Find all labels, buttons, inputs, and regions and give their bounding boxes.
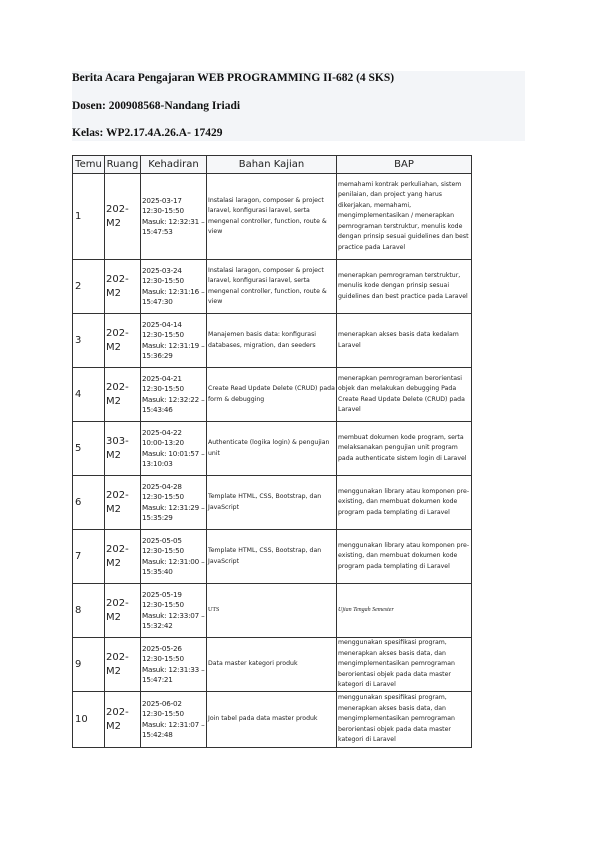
- header-ruang: Ruang: [105, 156, 141, 174]
- cell-ruang: 202-M2: [105, 260, 141, 314]
- cell-bahan-kajian: Authenticate (logika login) & pengujian unit: [207, 422, 337, 476]
- header-kehadiran: Kehadiran: [141, 156, 207, 174]
- course-title: Berita Acara Pengajaran WEB PROGRAMMING II-682 (4 SKS): [72, 72, 395, 84]
- cell-temu: 9: [73, 638, 105, 692]
- header-bahan-kajian: Bahan Kajian: [207, 156, 337, 174]
- teaching-log-table: [72, 155, 472, 748]
- table-row: [73, 530, 472, 584]
- cell-ruang: 202-M2: [105, 476, 141, 530]
- cell-bahan-kajian: Template HTML, CSS, Bootstrap, dan JavaScript: [207, 476, 337, 530]
- cell-kehadiran: 2025-06-02 12:30-15:50 Masuk: 12:31:07 –15:42:48: [141, 692, 207, 748]
- cell-kehadiran: 2025-03-17 12:30-15:50 Masuk: 12:32:31 –15:47:53: [141, 174, 207, 260]
- cell-temu: 5: [73, 422, 105, 476]
- cell-bahan-kajian: Data master kategori produk: [207, 638, 337, 692]
- cell-bap: menggunakan spesifikasi program, menerapkan akses basis data, dan mengimplementasikan pemrograman berorientasi objek pada data master kategori di Laravel: [337, 638, 472, 692]
- table-row: [73, 422, 472, 476]
- cell-bap: Ujian Tengah Semester: [337, 584, 472, 638]
- table-row: [73, 584, 472, 638]
- cell-bap: menerapkan akses basis data kedalam Laravel: [337, 314, 472, 368]
- table-row: [73, 476, 472, 530]
- table-row: [73, 692, 472, 748]
- cell-ruang: 202-M2: [105, 530, 141, 584]
- cell-bahan-kajian: Manajemen basis data: konfigurasi databases, migration, dan seeders: [207, 314, 337, 368]
- cell-bap: menggunakan spesifikasi program, menerapkan akses basis data, dan mengimplementasikan pemrograman berorientasi objek pada data master kategori di Laravel: [337, 692, 472, 748]
- cell-bahan-kajian: Join tabel pada data master produk: [207, 692, 337, 748]
- cell-bahan-kajian: Create Read Update Delete (CRUD) pada form & debugging: [207, 368, 337, 422]
- cell-ruang: 202-M2: [105, 368, 141, 422]
- cell-temu: 10: [73, 692, 105, 748]
- cell-bap: menerapkan pemrograman terstruktur, menulis kode dengan prinsip sesuai guidelines dan best practice pada Laravel: [337, 260, 472, 314]
- cell-bahan-kajian: UTS: [207, 584, 337, 638]
- cell-ruang: 202-M2: [105, 174, 141, 260]
- cell-bap: memahami kontrak perkuliahan, sistem penilaian, dan project yang harus dikerjakan, memahami, mengimplementasikan / menerapkan pemrograman terstruktur, menulis kode dengan prinsip sesuai guidelines dan best practice pada Laravel: [337, 174, 472, 260]
- cell-kehadiran: 2025-05-05 12:30-15:50 Masuk: 12:31:00 –15:35:40: [141, 530, 207, 584]
- cell-kehadiran: 2025-04-21 12:30-15:50 Masuk: 12:32:22 –15:43:46: [141, 368, 207, 422]
- cell-bap: menggunakan library atau komponen pre-existing, dan membuat dokumen kode program pada templating di Laravel: [337, 530, 472, 584]
- cell-bahan-kajian: Instalasi laragon, composer & project laravel, konfigurasi laravel, serta mengenal controller, function, route & view: [207, 174, 337, 260]
- cell-bap: menggunakan library atau komponen pre-existing, dan membuat dokumen kode program pada templating di Laravel: [337, 476, 472, 530]
- table-row: [73, 314, 472, 368]
- table-row: [73, 368, 472, 422]
- class-line: Kelas: WP2.17.4A.26.A- 17429: [72, 127, 223, 139]
- header-bap: BAP: [337, 156, 472, 174]
- cell-bap: membuat dokumen kode program, serta melaksanakan pengujian unit program pada authenticate sistem login di Laravel: [337, 422, 472, 476]
- cell-bap: menerapkan pemrograman berorientasi objek dan melakukan debugging Pada Create Read Update Delete (CRUD) pada Laravel: [337, 368, 472, 422]
- cell-temu: 6: [73, 476, 105, 530]
- cell-kehadiran: 2025-04-22 10:00-13:20 Masuk: 10:01:57 –13:10:03: [141, 422, 207, 476]
- cell-ruang: 202-M2: [105, 584, 141, 638]
- lecturer-line: Dosen: 200908568-Nandang Iriadi: [72, 100, 241, 112]
- cell-temu: 3: [73, 314, 105, 368]
- cell-bahan-kajian: Instalasi laragon, composer & project laravel, konfigurasi laravel, serta mengenal controller, function, route & view: [207, 260, 337, 314]
- cell-bahan-kajian: Template HTML, CSS, Bootstrap, dan JavaScript: [207, 530, 337, 584]
- cell-temu: 7: [73, 530, 105, 584]
- table-row: [73, 260, 472, 314]
- cell-ruang: 303-M2: [105, 422, 141, 476]
- cell-kehadiran: 2025-04-14 12:30-15:50 Masuk: 12:31:19 – 15:36:29: [141, 314, 207, 368]
- table-header-row: [73, 156, 472, 174]
- cell-kehadiran: 2025-04-28 12:30-15:50 Masuk: 12:31:29 –15:35:29: [141, 476, 207, 530]
- table-row: [73, 174, 472, 260]
- cell-temu: 2: [73, 260, 105, 314]
- cell-temu: 1: [73, 174, 105, 260]
- table-row: [73, 638, 472, 692]
- cell-ruang: 202-M2: [105, 638, 141, 692]
- cell-kehadiran: 2025-05-19 12:30-15:50 Masuk: 12:33:07 –15:32:42: [141, 584, 207, 638]
- cell-temu: 8: [73, 584, 105, 638]
- header-temu: Temu: [73, 156, 105, 174]
- cell-temu: 4: [73, 368, 105, 422]
- cell-ruang: 202-M2: [105, 692, 141, 748]
- cell-ruang: 202-M2: [105, 314, 141, 368]
- cell-kehadiran: 2025-05-26 12:30-15:50 Masuk: 12:31:33 –15:47:21: [141, 638, 207, 692]
- cell-kehadiran: 2025-03-24 12:30-15:50 Masuk: 12:31:16 – 15:47:30: [141, 260, 207, 314]
